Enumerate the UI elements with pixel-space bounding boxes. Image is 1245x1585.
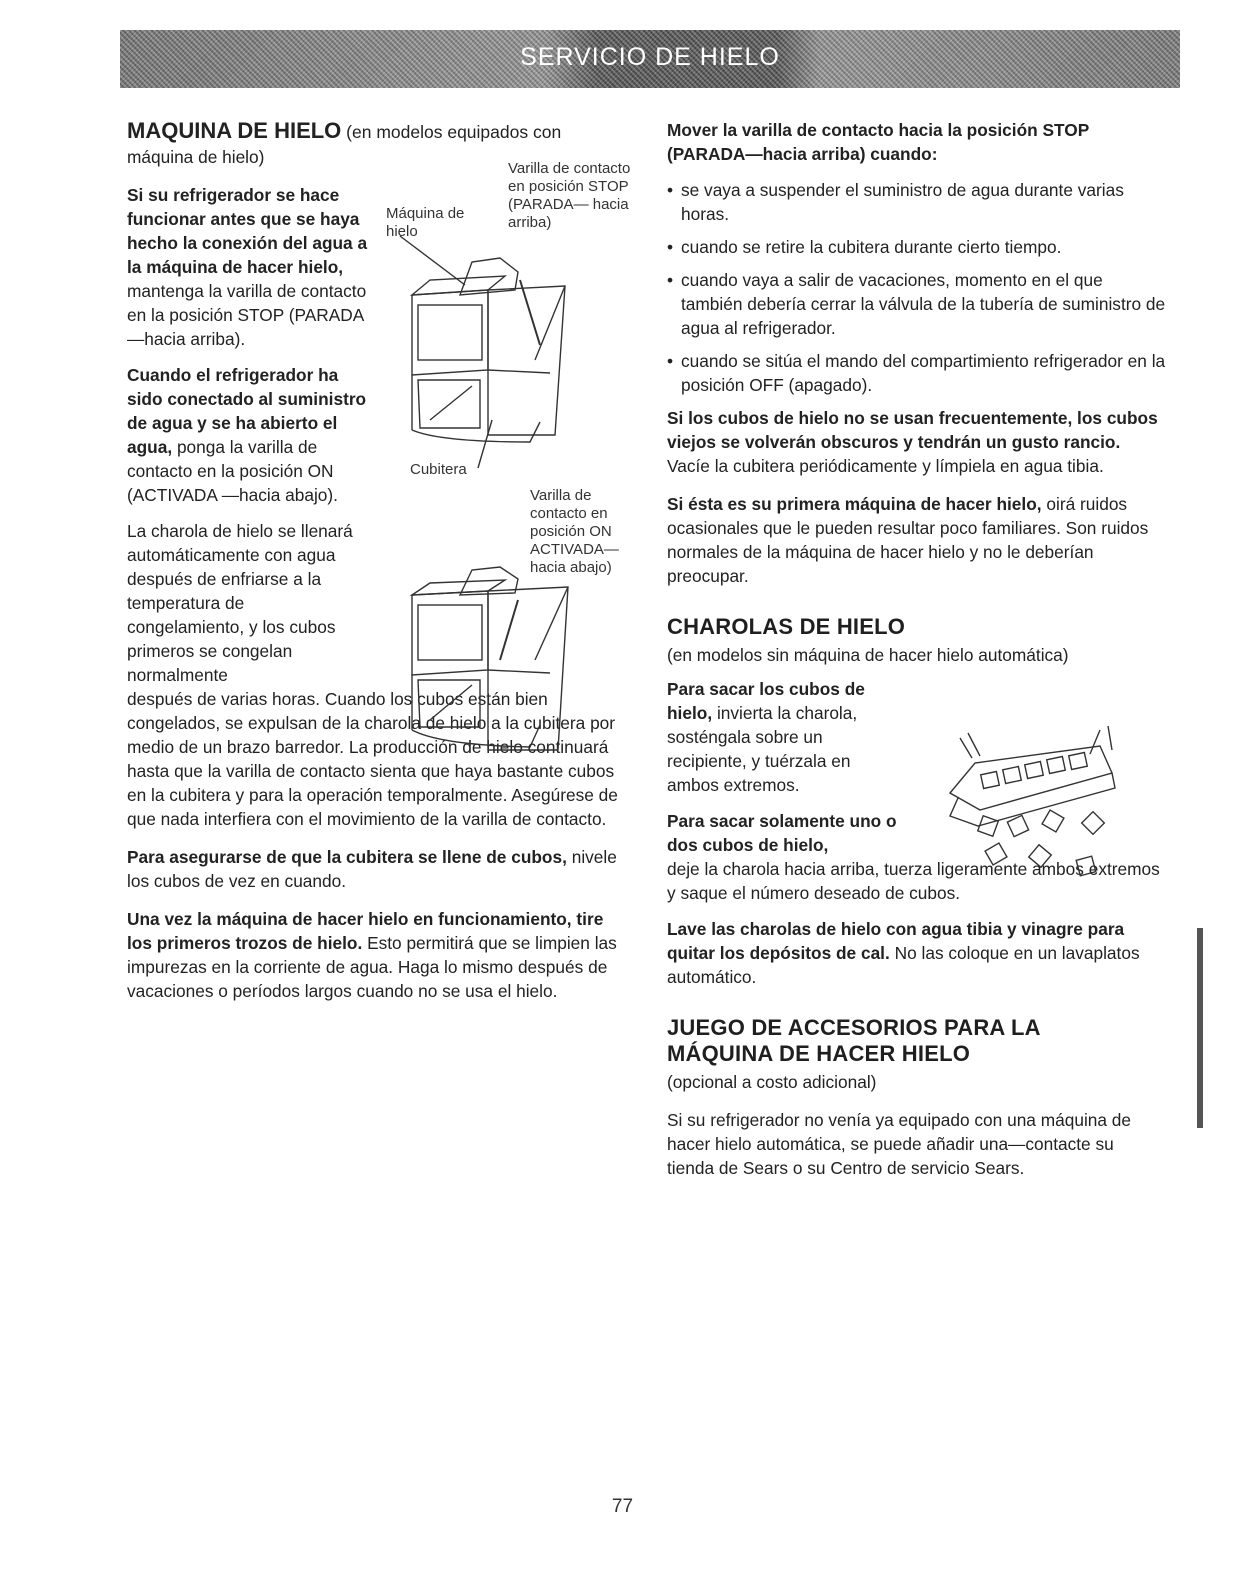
paragraph-2-text: ponga la varilla de contacto en la posición ON (ACTIVADA —hacia abajo).: [127, 437, 338, 505]
ice-tray-illustration: [940, 718, 1140, 886]
accessory-kit-subtitle: (opcional a costo adicional): [667, 1072, 877, 1092]
banner-title: SERVICIO DE HIELO: [520, 43, 780, 71]
accessory-kit-heading-1: JUEGO DE ACCESORIOS PARA LA: [667, 1015, 1041, 1040]
ice-maker-paragraph-4: [127, 845, 632, 893]
ice-maker-heading-note-2: máquina de hielo): [127, 147, 265, 167]
ice-trays-p3-bold: Lave las charolas de hielo con agua tibia y vinagre para quitar los depósitos de cal.: [667, 919, 1125, 963]
first-ice-maker-paragraph: [667, 492, 1167, 588]
ice-trays-heading: CHAROLAS DE HIELO: [667, 614, 906, 639]
ice-trays-paragraph-1: [667, 677, 907, 797]
ice-maker-paragraph-3-continued: después de varias horas. Cuando los cubos están bien congelados, se expulsan de la charola de hielo a la cubitera por medio de un brazo barredor. La producción de hielo continuará hasta que la varilla de contacto sienta que haya bastante cubos en la cubitera y para la operación temporalmente. Asegúrese de que nada interfiera con el movimiento de la varilla de contacto.: [127, 689, 618, 829]
page-number: 77: [611, 1496, 634, 1517]
section-banner: [120, 30, 1180, 88]
ice-maker-heading-row: [127, 118, 632, 145]
ice-maker-heading-note: (en modelos equipados con: [346, 122, 562, 142]
paragraph-2-bold: Cuando el refrigerador ha sido conectado al suministro de agua y se ha abierto el agua,: [127, 365, 367, 457]
paragraph-4-bold: Para asegurarse de que la cubitera se llene de cubos,: [127, 847, 567, 867]
ice-trays-p2-bold: Para sacar solamente uno o dos cubos de hielo,: [667, 811, 897, 855]
ice-trays-p3-text: No las coloque en un lavaplatos automático.: [667, 943, 1140, 987]
old-cubes-text: Vacíe la cubitera periódicamente y límpiela en agua tibia.: [667, 456, 1104, 476]
bullet-item: • cuando se sitúa el mando del compartimiento refrigerador en la posición OFF (apagado).: [667, 349, 1167, 397]
ice-maker-paragraph-1: [127, 183, 372, 351]
ice-trays-subtitle: (en modelos sin máquina de hacer hielo automática): [667, 645, 1069, 665]
bullet-item: • se vaya a suspender el suministro de agua durante varias horas.: [667, 178, 1167, 226]
stop-rod-bullet-list: [667, 178, 1167, 397]
accessory-kit-paragraph: Si su refrigerador no venía ya equipado con una máquina de hacer hielo automática, se puede añadir una—contacte su tienda de Sears o su Centro de servicio Sears.: [667, 1110, 1132, 1178]
label-ice-maker: Máquina de hielo: [386, 205, 465, 240]
ice-trays-paragraph-3: [667, 917, 1167, 989]
paragraph-5-bold: Una vez la máquina de hacer hielo en funcionamiento, tire los primeros trozos de hielo.: [127, 909, 604, 953]
first-ice-maker-text: oirá ruidos ocasionales que le pueden resultar poco familiares. Son ruidos normales de la máquina de hacer hielo y no le deberían preocupar.: [667, 494, 1149, 586]
ice-maker-paragraph-2: [127, 363, 372, 507]
ice-trays-p2-text: deje la charola hacia arriba, tuerza ligeramente ambos extremos y saque el número deseado de cubos.: [667, 859, 1160, 903]
ice-trays-p1-text: invierta la charola, sosténgala sobre un recipiente, y tuérzala en ambos extremos.: [667, 703, 858, 795]
ice-maker-heading: MAQUINA DE HIELO: [127, 118, 342, 143]
ice-maker-rod-down-illustration: [400, 565, 580, 760]
ice-maker-paragraph-3: La charola de hielo se llenará automáticamente con agua después de enfriarse a la temperatura de congelamiento, y los cubos primeros se congelan normalmente: [127, 521, 353, 685]
old-cubes-bold: Si los cubos de hielo no se usan frecuentemente, los cubos viejos se volverán obscuros y tendrán un gusto rancio.: [667, 408, 1158, 452]
right-column: [667, 118, 1167, 1180]
ice-maker-paragraph-5: [127, 907, 632, 1003]
first-ice-maker-bold: Si ésta es su primera máquina de hacer hielo,: [667, 494, 1042, 514]
bullet-item: • cuando vaya a salir de vacaciones, momento en el que también debería cerrar la válvula de la tubería de suministro de agua al refrigerador.: [667, 268, 1167, 340]
accessory-kit-heading-2: MÁQUINA DE HACER HIELO: [667, 1041, 971, 1066]
ice-maker-rod-up-illustration: [400, 250, 580, 465]
label-bin: Cubitera: [410, 461, 467, 478]
label-rod-stop: Varilla de contacto en posición STOP (PARADA— hacia arriba): [508, 160, 631, 231]
paragraph-1-bold: Si su refrigerador se hace funcionar antes que se haya hecho la conexión del agua a la máquina de hacer hielo,: [127, 185, 368, 277]
label-rod-on: Varilla de contacto en posición ON ACTIVADA— hacia abajo): [530, 487, 619, 576]
paragraph-5-text: Esto permitirá que se limpien las impurezas en la corriente de agua. Haga lo mismo después de vacaciones o períodos largos cuando no se usa el hielo.: [127, 933, 617, 1001]
ice-trays-p1-bold: Para sacar los cubos de hielo,: [667, 679, 865, 723]
old-cubes-paragraph: [667, 406, 1167, 478]
bullet-item: • cuando se retire la cubitera durante cierto tiempo.: [667, 235, 1167, 259]
paragraph-1-text: mantenga la varilla de contacto en la posición STOP (PARADA—hacia arriba).: [127, 281, 367, 349]
stop-rod-heading: Mover la varilla de contacto hacia la posición STOP (PARADA—hacia arriba) cuando:: [667, 120, 1089, 164]
paragraph-4-text: nivele los cubos de vez en cuando.: [127, 847, 617, 891]
page-edge-mark: [1197, 928, 1203, 1128]
